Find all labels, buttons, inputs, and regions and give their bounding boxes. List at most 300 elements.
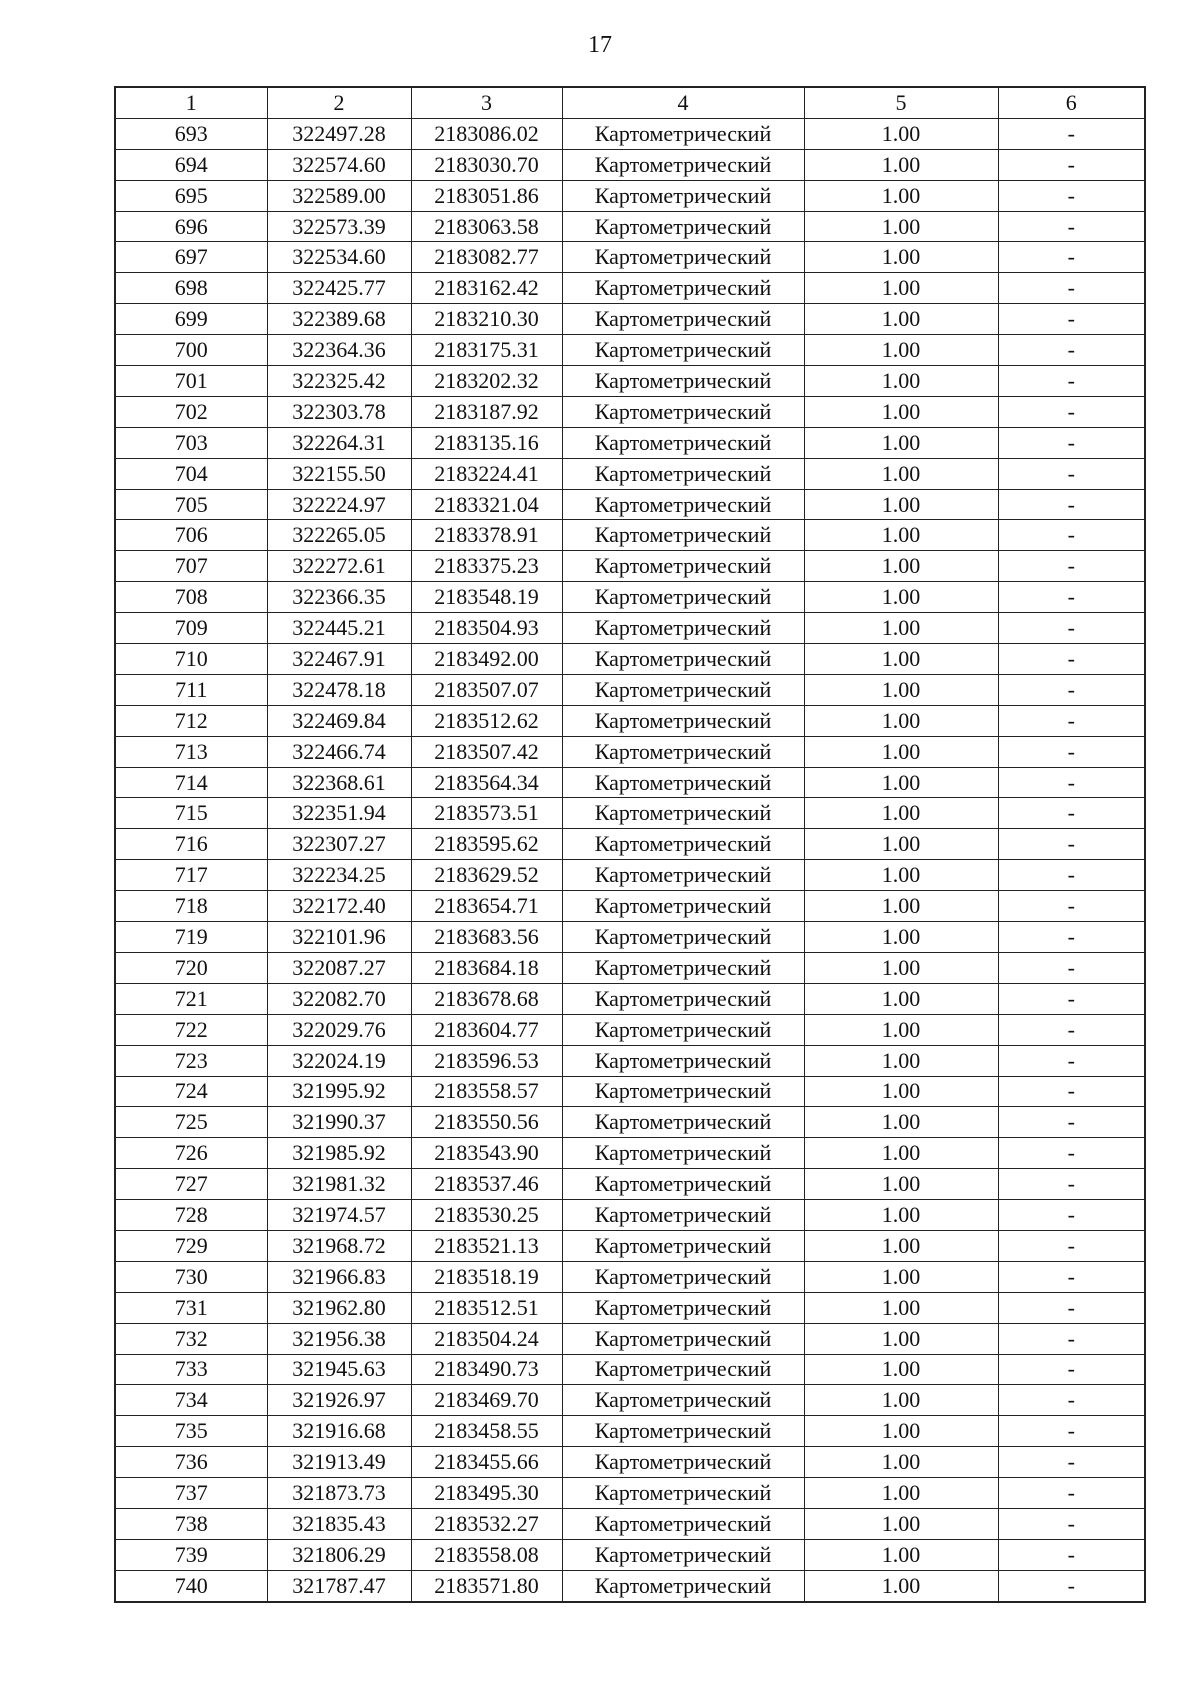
- cell-y-coordinate: 2183678.68: [411, 983, 562, 1014]
- cell-y-coordinate: 2183573.51: [411, 798, 562, 829]
- table-row: [115, 551, 1145, 582]
- cell-y-coordinate: 2183683.56: [411, 922, 562, 953]
- cell-y-coordinate: 2183030.70: [411, 149, 562, 180]
- cell-x-coordinate: 321945.63: [267, 1354, 411, 1385]
- cell-x-coordinate: 321787.47: [267, 1570, 411, 1601]
- cell-accuracy: 1.00: [804, 922, 998, 953]
- table-row: [115, 304, 1145, 335]
- cell-point-number: 709: [115, 613, 267, 644]
- cell-method: Картометрический: [562, 1014, 804, 1045]
- cell-description: -: [998, 860, 1145, 891]
- cell-accuracy: 1.00: [804, 1323, 998, 1354]
- cell-method: Картометрический: [562, 1169, 804, 1200]
- cell-x-coordinate: 322366.35: [267, 582, 411, 613]
- cell-x-coordinate: 322264.31: [267, 427, 411, 458]
- cell-description: -: [998, 983, 1145, 1014]
- header-cell-1: 1: [115, 87, 267, 118]
- cell-y-coordinate: 2183537.46: [411, 1169, 562, 1200]
- cell-method: Картометрический: [562, 1200, 804, 1231]
- cell-x-coordinate: 321974.57: [267, 1200, 411, 1231]
- table-row: [115, 983, 1145, 1014]
- cell-method: Картометрический: [562, 798, 804, 829]
- cell-accuracy: 1.00: [804, 1416, 998, 1447]
- cell-description: -: [998, 335, 1145, 366]
- cell-description: -: [998, 1508, 1145, 1539]
- cell-point-number: 717: [115, 860, 267, 891]
- cell-point-number: 700: [115, 335, 267, 366]
- cell-accuracy: 1.00: [804, 1076, 998, 1107]
- cell-method: Картометрический: [562, 335, 804, 366]
- cell-x-coordinate: 322265.05: [267, 520, 411, 551]
- cell-description: -: [998, 1354, 1145, 1385]
- cell-description: -: [998, 1045, 1145, 1076]
- cell-accuracy: 1.00: [804, 1261, 998, 1292]
- cell-method: Картометрический: [562, 922, 804, 953]
- cell-accuracy: 1.00: [804, 1570, 998, 1601]
- cell-description: -: [998, 1169, 1145, 1200]
- cell-y-coordinate: 2183596.53: [411, 1045, 562, 1076]
- cell-y-coordinate: 2183210.30: [411, 304, 562, 335]
- cell-point-number: 731: [115, 1292, 267, 1323]
- cell-accuracy: 1.00: [804, 304, 998, 335]
- table-row: [115, 582, 1145, 613]
- cell-accuracy: 1.00: [804, 273, 998, 304]
- cell-accuracy: 1.00: [804, 1230, 998, 1261]
- cell-x-coordinate: 321956.38: [267, 1323, 411, 1354]
- cell-x-coordinate: 322029.76: [267, 1014, 411, 1045]
- cell-y-coordinate: 2183504.93: [411, 613, 562, 644]
- table-row: [115, 1200, 1145, 1231]
- cell-description: -: [998, 489, 1145, 520]
- cell-accuracy: 1.00: [804, 674, 998, 705]
- cell-accuracy: 1.00: [804, 705, 998, 736]
- cell-point-number: 702: [115, 396, 267, 427]
- cell-y-coordinate: 2183378.91: [411, 520, 562, 551]
- cell-method: Картометрический: [562, 551, 804, 582]
- cell-accuracy: 1.00: [804, 520, 998, 551]
- cell-x-coordinate: 322497.28: [267, 118, 411, 149]
- cell-accuracy: 1.00: [804, 489, 998, 520]
- cell-point-number: 726: [115, 1138, 267, 1169]
- header-cell-2: 2: [267, 87, 411, 118]
- cell-method: Картометрический: [562, 644, 804, 675]
- table-row: [115, 1107, 1145, 1138]
- cell-method: Картометрический: [562, 304, 804, 335]
- cell-point-number: 694: [115, 149, 267, 180]
- cell-description: -: [998, 736, 1145, 767]
- cell-point-number: 720: [115, 952, 267, 983]
- cell-point-number: 712: [115, 705, 267, 736]
- cell-point-number: 735: [115, 1416, 267, 1447]
- cell-y-coordinate: 2183321.04: [411, 489, 562, 520]
- cell-x-coordinate: 321968.72: [267, 1230, 411, 1261]
- table-row: [115, 952, 1145, 983]
- cell-y-coordinate: 2183595.62: [411, 829, 562, 860]
- cell-y-coordinate: 2183224.41: [411, 458, 562, 489]
- cell-accuracy: 1.00: [804, 427, 998, 458]
- table-body: [115, 118, 1145, 1601]
- table-row: [115, 1292, 1145, 1323]
- table-row: [115, 118, 1145, 149]
- header-cell-4: 4: [562, 87, 804, 118]
- cell-point-number: 715: [115, 798, 267, 829]
- cell-x-coordinate: 322082.70: [267, 983, 411, 1014]
- cell-method: Картометрический: [562, 983, 804, 1014]
- cell-x-coordinate: 322172.40: [267, 891, 411, 922]
- cell-x-coordinate: 322234.25: [267, 860, 411, 891]
- cell-point-number: 729: [115, 1230, 267, 1261]
- cell-method: Картометрический: [562, 1323, 804, 1354]
- cell-y-coordinate: 2183490.73: [411, 1354, 562, 1385]
- header-cell-3: 3: [411, 87, 562, 118]
- cell-point-number: 703: [115, 427, 267, 458]
- cell-y-coordinate: 2183532.27: [411, 1508, 562, 1539]
- cell-method: Картометрический: [562, 149, 804, 180]
- cell-x-coordinate: 322155.50: [267, 458, 411, 489]
- cell-accuracy: 1.00: [804, 1014, 998, 1045]
- cell-method: Картометрический: [562, 1107, 804, 1138]
- table-row: [115, 1076, 1145, 1107]
- cell-point-number: 723: [115, 1045, 267, 1076]
- cell-y-coordinate: 2183375.23: [411, 551, 562, 582]
- cell-x-coordinate: 322224.97: [267, 489, 411, 520]
- cell-point-number: 714: [115, 767, 267, 798]
- cell-description: -: [998, 551, 1145, 582]
- table-row: [115, 427, 1145, 458]
- cell-y-coordinate: 2183086.02: [411, 118, 562, 149]
- cell-accuracy: 1.00: [804, 860, 998, 891]
- cell-x-coordinate: 322325.42: [267, 366, 411, 397]
- cell-y-coordinate: 2183558.57: [411, 1076, 562, 1107]
- cell-accuracy: 1.00: [804, 211, 998, 242]
- cell-x-coordinate: 321835.43: [267, 1508, 411, 1539]
- header-cell-6: 6: [998, 87, 1145, 118]
- cell-accuracy: 1.00: [804, 1200, 998, 1231]
- cell-description: -: [998, 273, 1145, 304]
- cell-point-number: 739: [115, 1539, 267, 1570]
- cell-accuracy: 1.00: [804, 613, 998, 644]
- table-row: [115, 396, 1145, 427]
- cell-description: -: [998, 242, 1145, 273]
- cell-point-number: 713: [115, 736, 267, 767]
- table-header: [115, 87, 1145, 118]
- cell-accuracy: 1.00: [804, 1478, 998, 1509]
- cell-description: -: [998, 1230, 1145, 1261]
- cell-method: Картометрический: [562, 118, 804, 149]
- cell-x-coordinate: 321990.37: [267, 1107, 411, 1138]
- cell-x-coordinate: 322024.19: [267, 1045, 411, 1076]
- cell-y-coordinate: 2183063.58: [411, 211, 562, 242]
- cell-x-coordinate: 321913.49: [267, 1447, 411, 1478]
- cell-x-coordinate: 321926.97: [267, 1385, 411, 1416]
- table-row: [115, 242, 1145, 273]
- cell-point-number: 730: [115, 1261, 267, 1292]
- cell-description: -: [998, 582, 1145, 613]
- cell-method: Картометрический: [562, 366, 804, 397]
- cell-y-coordinate: 2183512.51: [411, 1292, 562, 1323]
- cell-method: Картометрический: [562, 1354, 804, 1385]
- table-row: [115, 798, 1145, 829]
- cell-description: -: [998, 1138, 1145, 1169]
- cell-y-coordinate: 2183202.32: [411, 366, 562, 397]
- cell-accuracy: 1.00: [804, 1385, 998, 1416]
- table-row: [115, 1570, 1145, 1601]
- cell-method: Картометрический: [562, 1539, 804, 1570]
- cell-method: Картометрический: [562, 1230, 804, 1261]
- cell-method: Картометрический: [562, 180, 804, 211]
- cell-y-coordinate: 2183604.77: [411, 1014, 562, 1045]
- table-row: [115, 860, 1145, 891]
- cell-point-number: 727: [115, 1169, 267, 1200]
- cell-method: Картометрический: [562, 427, 804, 458]
- cell-accuracy: 1.00: [804, 891, 998, 922]
- table-row: [115, 1045, 1145, 1076]
- table-row: [115, 520, 1145, 551]
- cell-description: -: [998, 396, 1145, 427]
- cell-point-number: 705: [115, 489, 267, 520]
- cell-y-coordinate: 2183571.80: [411, 1570, 562, 1601]
- cell-method: Картометрический: [562, 1385, 804, 1416]
- cell-x-coordinate: 322573.39: [267, 211, 411, 242]
- cell-accuracy: 1.00: [804, 1107, 998, 1138]
- cell-description: -: [998, 118, 1145, 149]
- cell-y-coordinate: 2183507.07: [411, 674, 562, 705]
- cell-x-coordinate: 321985.92: [267, 1138, 411, 1169]
- cell-point-number: 695: [115, 180, 267, 211]
- cell-x-coordinate: 322467.91: [267, 644, 411, 675]
- cell-y-coordinate: 2183051.86: [411, 180, 562, 211]
- cell-accuracy: 1.00: [804, 1045, 998, 1076]
- cell-method: Картометрический: [562, 1076, 804, 1107]
- table-row: [115, 366, 1145, 397]
- cell-point-number: 693: [115, 118, 267, 149]
- cell-accuracy: 1.00: [804, 1292, 998, 1323]
- table-row: [115, 1230, 1145, 1261]
- cell-point-number: 710: [115, 644, 267, 675]
- cell-method: Картометрический: [562, 767, 804, 798]
- cell-point-number: 711: [115, 674, 267, 705]
- cell-point-number: 737: [115, 1478, 267, 1509]
- cell-y-coordinate: 2183512.62: [411, 705, 562, 736]
- cell-y-coordinate: 2183492.00: [411, 644, 562, 675]
- cell-accuracy: 1.00: [804, 335, 998, 366]
- table-row: [115, 180, 1145, 211]
- table-row: [115, 767, 1145, 798]
- cell-point-number: 708: [115, 582, 267, 613]
- cell-method: Картометрический: [562, 952, 804, 983]
- cell-y-coordinate: 2183548.19: [411, 582, 562, 613]
- cell-y-coordinate: 2183162.42: [411, 273, 562, 304]
- cell-accuracy: 1.00: [804, 983, 998, 1014]
- cell-method: Картометрический: [562, 736, 804, 767]
- cell-description: -: [998, 644, 1145, 675]
- cell-description: -: [998, 1200, 1145, 1231]
- cell-y-coordinate: 2183543.90: [411, 1138, 562, 1169]
- table-row: [115, 674, 1145, 705]
- cell-point-number: 697: [115, 242, 267, 273]
- cell-y-coordinate: 2183082.77: [411, 242, 562, 273]
- cell-x-coordinate: 321995.92: [267, 1076, 411, 1107]
- cell-description: -: [998, 1385, 1145, 1416]
- cell-accuracy: 1.00: [804, 551, 998, 582]
- cell-method: Картометрический: [562, 674, 804, 705]
- cell-description: -: [998, 1447, 1145, 1478]
- cell-x-coordinate: 322425.77: [267, 273, 411, 304]
- cell-accuracy: 1.00: [804, 242, 998, 273]
- table-row: [115, 458, 1145, 489]
- cell-x-coordinate: 322469.84: [267, 705, 411, 736]
- cell-x-coordinate: 322589.00: [267, 180, 411, 211]
- table-row: [115, 1539, 1145, 1570]
- cell-x-coordinate: 322351.94: [267, 798, 411, 829]
- table-row: [115, 211, 1145, 242]
- table-row: [115, 1416, 1145, 1447]
- cell-x-coordinate: 322272.61: [267, 551, 411, 582]
- cell-x-coordinate: 322478.18: [267, 674, 411, 705]
- cell-y-coordinate: 2183469.70: [411, 1385, 562, 1416]
- cell-description: -: [998, 520, 1145, 551]
- cell-description: -: [998, 304, 1145, 335]
- cell-method: Картометрический: [562, 396, 804, 427]
- cell-accuracy: 1.00: [804, 829, 998, 860]
- cell-description: -: [998, 366, 1145, 397]
- cell-accuracy: 1.00: [804, 118, 998, 149]
- cell-description: -: [998, 1107, 1145, 1138]
- cell-x-coordinate: 322368.61: [267, 767, 411, 798]
- cell-x-coordinate: 322445.21: [267, 613, 411, 644]
- cell-accuracy: 1.00: [804, 1447, 998, 1478]
- cell-y-coordinate: 2183518.19: [411, 1261, 562, 1292]
- cell-method: Картометрический: [562, 1261, 804, 1292]
- cell-description: -: [998, 1416, 1145, 1447]
- cell-accuracy: 1.00: [804, 149, 998, 180]
- cell-accuracy: 1.00: [804, 1354, 998, 1385]
- cell-point-number: 721: [115, 983, 267, 1014]
- cell-description: -: [998, 705, 1145, 736]
- table-row: [115, 613, 1145, 644]
- cell-method: Картометрический: [562, 1447, 804, 1478]
- cell-description: -: [998, 1014, 1145, 1045]
- cell-method: Картометрический: [562, 489, 804, 520]
- cell-method: Картометрический: [562, 1570, 804, 1601]
- cell-y-coordinate: 2183187.92: [411, 396, 562, 427]
- table-row: [115, 1478, 1145, 1509]
- cell-x-coordinate: 321916.68: [267, 1416, 411, 1447]
- cell-method: Картометрический: [562, 613, 804, 644]
- cell-accuracy: 1.00: [804, 582, 998, 613]
- cell-description: -: [998, 180, 1145, 211]
- cell-method: Картометрический: [562, 1416, 804, 1447]
- cell-point-number: 707: [115, 551, 267, 582]
- cell-point-number: 722: [115, 1014, 267, 1045]
- table-row: [115, 644, 1145, 675]
- cell-accuracy: 1.00: [804, 396, 998, 427]
- cell-accuracy: 1.00: [804, 767, 998, 798]
- cell-x-coordinate: 322101.96: [267, 922, 411, 953]
- cell-description: -: [998, 1570, 1145, 1601]
- table-row: [115, 1323, 1145, 1354]
- cell-y-coordinate: 2183684.18: [411, 952, 562, 983]
- cell-y-coordinate: 2183175.31: [411, 335, 562, 366]
- table-row: [115, 736, 1145, 767]
- table-row: [115, 922, 1145, 953]
- cell-accuracy: 1.00: [804, 798, 998, 829]
- cell-description: -: [998, 211, 1145, 242]
- table-row: [115, 489, 1145, 520]
- cell-accuracy: 1.00: [804, 1138, 998, 1169]
- cell-accuracy: 1.00: [804, 1169, 998, 1200]
- cell-description: -: [998, 922, 1145, 953]
- cell-method: Картометрический: [562, 1292, 804, 1323]
- cell-x-coordinate: 321981.32: [267, 1169, 411, 1200]
- cell-x-coordinate: 321962.80: [267, 1292, 411, 1323]
- cell-description: -: [998, 1076, 1145, 1107]
- cell-y-coordinate: 2183629.52: [411, 860, 562, 891]
- header-row: [115, 87, 1145, 118]
- table-row: [115, 1169, 1145, 1200]
- cell-description: -: [998, 458, 1145, 489]
- table-row: [115, 149, 1145, 180]
- cell-y-coordinate: 2183654.71: [411, 891, 562, 922]
- cell-method: Картометрический: [562, 211, 804, 242]
- cell-method: Картометрический: [562, 458, 804, 489]
- cell-method: Картометрический: [562, 1045, 804, 1076]
- cell-method: Картометрический: [562, 860, 804, 891]
- cell-point-number: 724: [115, 1076, 267, 1107]
- cell-x-coordinate: 321966.83: [267, 1261, 411, 1292]
- cell-x-coordinate: 322534.60: [267, 242, 411, 273]
- cell-description: -: [998, 613, 1145, 644]
- cell-method: Картометрический: [562, 1478, 804, 1509]
- cell-accuracy: 1.00: [804, 644, 998, 675]
- cell-method: Картометрический: [562, 891, 804, 922]
- cell-y-coordinate: 2183495.30: [411, 1478, 562, 1509]
- cell-point-number: 738: [115, 1508, 267, 1539]
- cell-accuracy: 1.00: [804, 1508, 998, 1539]
- page-number: 17: [588, 32, 612, 58]
- cell-x-coordinate: 322466.74: [267, 736, 411, 767]
- cell-description: -: [998, 829, 1145, 860]
- cell-accuracy: 1.00: [804, 736, 998, 767]
- cell-description: -: [998, 891, 1145, 922]
- cell-method: Картометрический: [562, 242, 804, 273]
- cell-x-coordinate: 322574.60: [267, 149, 411, 180]
- cell-y-coordinate: 2183458.55: [411, 1416, 562, 1447]
- cell-x-coordinate: 321806.29: [267, 1539, 411, 1570]
- cell-description: -: [998, 798, 1145, 829]
- table-row: [115, 1447, 1145, 1478]
- cell-method: Картометрический: [562, 1138, 804, 1169]
- cell-y-coordinate: 2183521.13: [411, 1230, 562, 1261]
- cell-method: Картометрический: [562, 705, 804, 736]
- table-row: [115, 1138, 1145, 1169]
- table-row: [115, 1261, 1145, 1292]
- cell-x-coordinate: 321873.73: [267, 1478, 411, 1509]
- cell-accuracy: 1.00: [804, 458, 998, 489]
- cell-description: -: [998, 1261, 1145, 1292]
- cell-point-number: 698: [115, 273, 267, 304]
- cell-description: -: [998, 674, 1145, 705]
- cell-method: Картометрический: [562, 273, 804, 304]
- cell-description: -: [998, 1323, 1145, 1354]
- cell-description: -: [998, 149, 1145, 180]
- cell-description: -: [998, 1292, 1145, 1323]
- cell-point-number: 699: [115, 304, 267, 335]
- table-row: [115, 829, 1145, 860]
- cell-x-coordinate: 322389.68: [267, 304, 411, 335]
- cell-y-coordinate: 2183550.56: [411, 1107, 562, 1138]
- cell-y-coordinate: 2183507.42: [411, 736, 562, 767]
